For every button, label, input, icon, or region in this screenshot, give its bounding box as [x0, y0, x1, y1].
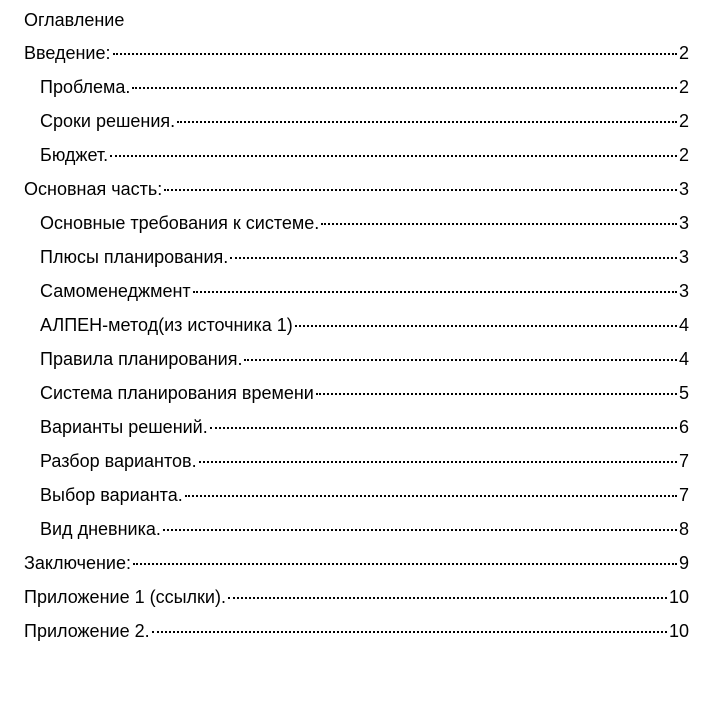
toc-entry-options-analysis[interactable] [0, 448, 703, 482]
toc-entry-alpen-method[interactable] [0, 312, 703, 346]
toc-entry-label: Основная часть: [24, 179, 163, 199]
toc-entry-problem[interactable] [0, 74, 703, 108]
toc-entry-page-number: 7 [678, 485, 689, 505]
toc-list [0, 40, 703, 652]
toc-entry-page-number: 3 [678, 179, 689, 199]
toc-dot-leader [133, 563, 677, 565]
toc-entry-appendix-1[interactable] [0, 584, 703, 618]
toc-dot-leader [193, 291, 677, 293]
toc-dot-leader [152, 631, 667, 633]
toc-entry-introduction[interactable] [0, 40, 703, 74]
toc-entry-page-number: 3 [678, 247, 689, 267]
toc-entry-page-number: 2 [678, 111, 689, 131]
toc-title: Оглавление [24, 10, 125, 30]
toc-dot-leader [210, 427, 677, 429]
toc-dot-leader [185, 495, 677, 497]
toc-entry-label: Проблема. [40, 77, 131, 97]
toc-entry-label: Разбор вариантов. [40, 451, 197, 471]
toc-entry-main-part[interactable] [0, 176, 703, 210]
toc-entry-label: Плюсы планирования. [40, 247, 229, 267]
toc-entry-label: Система планирования времени [40, 383, 314, 403]
toc-dot-leader [199, 461, 677, 463]
toc-entry-label: Приложение 1 (ссылки). [24, 587, 226, 607]
toc-entry-label: Варианты решений. [40, 417, 208, 437]
toc-entry-page-number: 2 [678, 43, 689, 63]
toc-dot-leader [164, 189, 677, 191]
toc-entry-conclusion[interactable] [0, 550, 703, 584]
toc-dot-leader [177, 121, 677, 123]
toc-entry-page-number: 5 [678, 383, 689, 403]
toc-dot-leader [321, 223, 677, 225]
toc-dot-leader [295, 325, 677, 327]
toc-entry-planning-rules[interactable] [0, 346, 703, 380]
toc-dot-leader [230, 257, 677, 259]
toc-entry-page-number: 10 [668, 587, 689, 607]
toc-entry-planning-benefits[interactable] [0, 244, 703, 278]
toc-entry-label: Введение: [24, 43, 111, 63]
toc-dot-leader [110, 155, 677, 157]
toc-entry-page-number: 2 [678, 145, 689, 165]
toc-entry-page-number: 7 [678, 451, 689, 471]
toc-entry-page-number: 3 [678, 213, 689, 233]
toc-entry-page-number: 10 [668, 621, 689, 641]
toc-entry-solution-options[interactable] [0, 414, 703, 448]
toc-entry-system-requirements[interactable] [0, 210, 703, 244]
toc-entry-time-planning-system[interactable] [0, 380, 703, 414]
toc-entry-label: Вид дневника. [40, 519, 161, 539]
toc-dot-leader [316, 393, 677, 395]
toc-entry-label: Самоменеджмент [40, 281, 191, 301]
toc-dot-leader [132, 87, 677, 89]
toc-dot-leader [113, 53, 677, 55]
toc-entry-diary-view[interactable] [0, 516, 703, 550]
toc-entry-page-number: 4 [678, 349, 689, 369]
toc-entry-label: Бюджет. [40, 145, 109, 165]
toc-entry-option-choice[interactable] [0, 482, 703, 516]
toc-entry-label: Заключение: [24, 553, 131, 573]
toc-dot-leader [244, 359, 677, 361]
toc-entry-page-number: 2 [678, 77, 689, 97]
toc-entry-page-number: 9 [678, 553, 689, 573]
toc-entry-page-number: 3 [678, 281, 689, 301]
toc-entry-label: Выбор варианта. [40, 485, 183, 505]
toc-entry-label: Сроки решения. [40, 111, 176, 131]
toc-entry-label: Правила планирования. [40, 349, 243, 369]
toc-entry-label: Основные требования к системе. [40, 213, 320, 233]
toc-entry-page-number: 6 [678, 417, 689, 437]
toc-entry-label: Приложение 2. [24, 621, 150, 641]
toc-entry-page-number: 4 [678, 315, 689, 335]
toc-entry-deadlines[interactable] [0, 108, 703, 142]
toc-dot-leader [163, 529, 677, 531]
toc-entry-self-management[interactable] [0, 278, 703, 312]
toc-entry-page-number: 8 [678, 519, 689, 539]
toc-entry-label: АЛПЕН-метод(из источника 1) [40, 315, 293, 335]
toc-dot-leader [228, 597, 667, 599]
toc-entry-budget[interactable] [0, 142, 703, 176]
toc-entry-appendix-2[interactable] [0, 618, 703, 652]
